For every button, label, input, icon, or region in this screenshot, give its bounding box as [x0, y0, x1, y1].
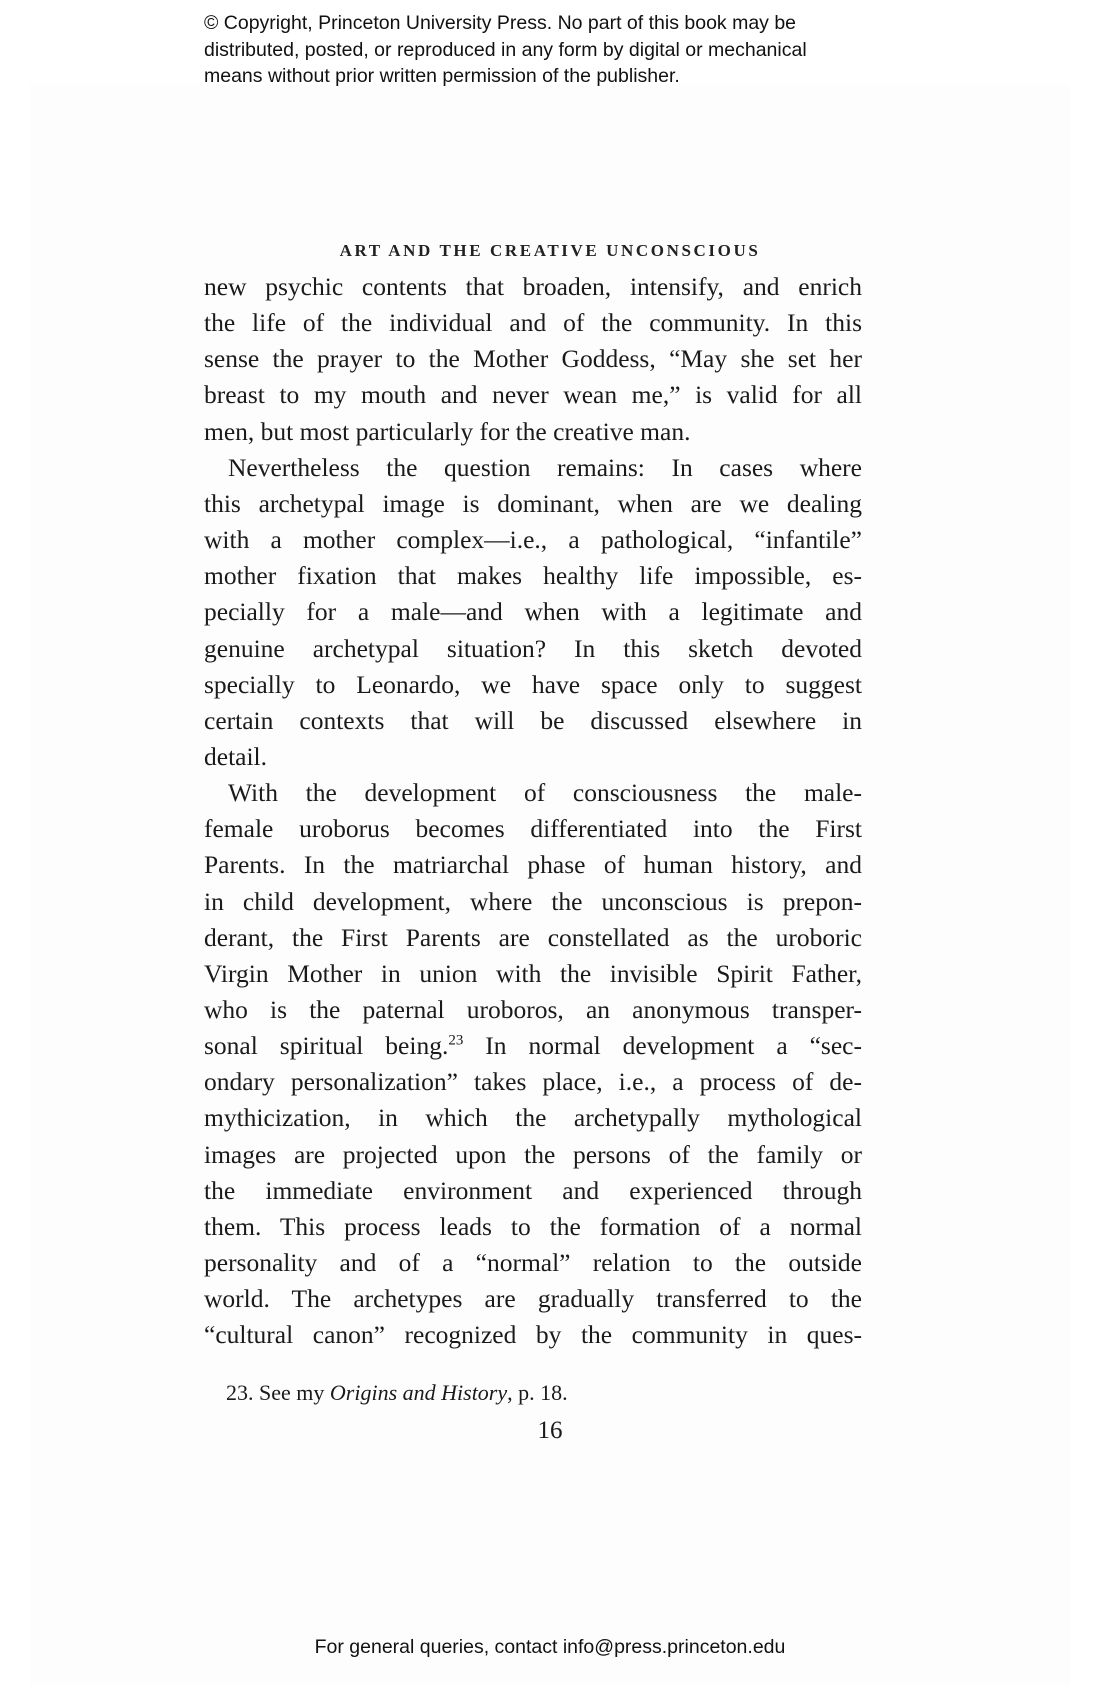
- body-line: [204, 1284, 862, 1314]
- line-text: sense the prayer to the Mother Goddess, “May she set her: [204, 344, 862, 374]
- body-line: [204, 1212, 862, 1242]
- body-line: [204, 417, 862, 447]
- body-line: [204, 1140, 862, 1170]
- line-text: personality and of a “normal” relation to the outside: [204, 1248, 862, 1278]
- body-line: [204, 1248, 862, 1278]
- body-line: [204, 308, 862, 338]
- line-text: pecially for a male—and when with a legitimate and: [204, 597, 862, 627]
- line-text: mother fixation that makes healthy life impossible, es-: [204, 561, 862, 591]
- body-line: [204, 561, 862, 591]
- footnote: [226, 1380, 568, 1406]
- line-text: Virgin Mother in union with the invisible Spirit Father,: [204, 958, 862, 988]
- body-line: [204, 778, 862, 808]
- body-line: [204, 995, 862, 1025]
- line-text: in child development, where the unconscious is prepon-: [204, 886, 862, 916]
- body-line: [204, 453, 862, 483]
- body-line: [204, 1103, 862, 1133]
- line-text: this archetypal image is dominant, when are we dealing: [204, 488, 862, 518]
- footnote-text: See my: [253, 1380, 330, 1405]
- line-text: Parents. In the matriarchal phase of human history, and: [204, 850, 862, 880]
- body-line: [204, 923, 862, 953]
- copyright-line: © Copyright, Princeton University Press. No part of this book may be: [204, 12, 797, 34]
- running-head: ART AND THE CREATIVE UNCONSCIOUS: [339, 241, 761, 260]
- copyright-line: distributed, posted, or reproduced in any form by digital or mechanical: [204, 38, 807, 61]
- body-line: [204, 1176, 862, 1206]
- line-text: the immediate environment and experienced through: [204, 1175, 862, 1205]
- line-text: breast to my mouth and never wean me,” is valid for all: [204, 380, 862, 410]
- line-text: Nevertheless the question remains: In cases where: [228, 452, 862, 482]
- body-line: [204, 597, 862, 627]
- line-text: detail.: [204, 741, 268, 771]
- body-line: [204, 670, 862, 700]
- line-text: With the development of consciousness the male-: [228, 778, 862, 808]
- line-text: ondary personalization” takes place, i.e., a process of de-: [204, 1067, 862, 1097]
- body-line: [204, 489, 862, 519]
- body-line: [204, 706, 862, 736]
- copyright-line: means without prior written permission of the publisher.: [204, 65, 680, 87]
- footnote-number: 23.: [226, 1380, 254, 1405]
- body-line: [204, 344, 862, 374]
- footnote-title: Origins and History: [329, 1380, 508, 1405]
- line-text: genuine archetypal situation? In this sketch devoted: [204, 633, 862, 663]
- line-text: who is the paternal uroboros, an anonymous transper-: [204, 995, 862, 1024]
- copyright-notice: [204, 10, 807, 90]
- body-line: [204, 525, 862, 555]
- line-text: certain contexts that will be discussed elsewhere in: [204, 705, 862, 735]
- line-text: new psychic contents that broaden, intensify, and enrich: [204, 272, 862, 301]
- body-line: [204, 1320, 862, 1350]
- body-line: [204, 634, 862, 664]
- line-text: “cultural canon” recognized by the community in ques-: [204, 1320, 862, 1350]
- footnote-reference: 23: [448, 1032, 464, 1049]
- line-text: specially to Leonardo, we have space only to suggest: [204, 669, 862, 699]
- body-line: [204, 887, 862, 917]
- line-text: In normal development a “sec-: [463, 1031, 862, 1061]
- line-text: them. This process leads to the formation of a normal: [204, 1211, 862, 1241]
- body-line: [204, 850, 862, 880]
- line-text: derant, the First Parents are constellated as the uroboric: [204, 922, 862, 952]
- footnote-text: , p. 18.: [507, 1380, 568, 1405]
- body-line: [204, 959, 862, 989]
- page-number: 16: [537, 1417, 563, 1444]
- body-line: [204, 742, 862, 772]
- body-line: [204, 1067, 862, 1097]
- line-text: with a mother complex—i.e., a pathological, “infantile”: [204, 525, 862, 555]
- body-line: [204, 272, 862, 302]
- line-text: sonal spiritual being.: [204, 1031, 449, 1061]
- line-text: men, but most particularly for the creative man.: [204, 416, 691, 446]
- line-text: female uroborus becomes differentiated into the First: [204, 814, 862, 844]
- line-text: images are projected upon the persons of the family or: [204, 1139, 862, 1169]
- body-line: [204, 1031, 862, 1061]
- line-text: mythicization, in which the archetypally mythological: [204, 1103, 862, 1133]
- body-line: [204, 814, 862, 844]
- footer-contact: For general queries, contact info@press.princeton.edu: [314, 1636, 786, 1658]
- line-text: world. The archetypes are gradually transferred to the: [204, 1284, 862, 1314]
- line-text: the life of the individual and of the community. In this: [204, 308, 862, 338]
- body-line: [204, 380, 862, 410]
